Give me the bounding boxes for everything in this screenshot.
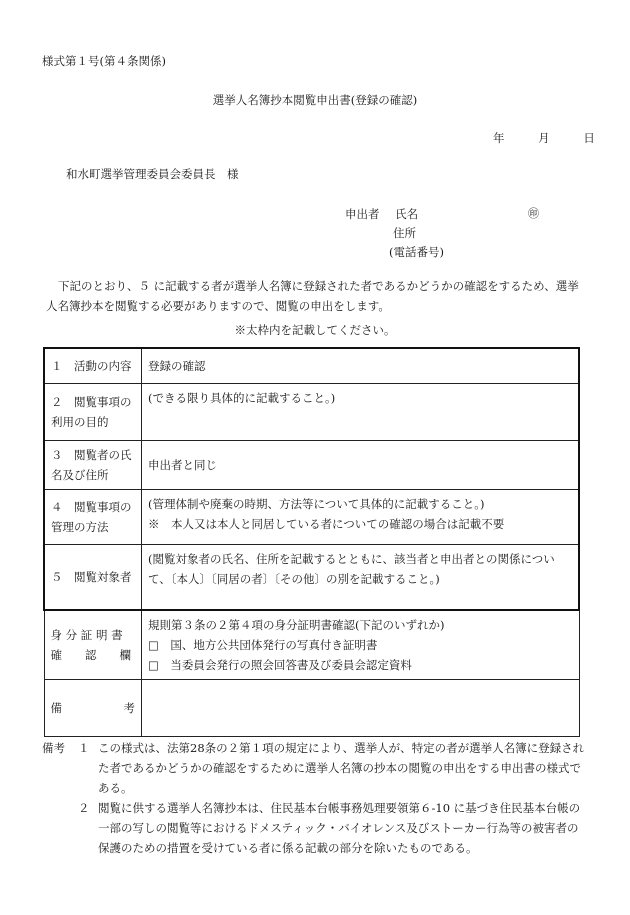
document-title: 選挙人名簿抄本閲覧申出書(登録の確認) — [212, 93, 418, 107]
applicant-phone-label: (電話番号) — [389, 245, 444, 259]
application-form-table — [43, 347, 580, 737]
remarks-row-label-right: 考 — [123, 701, 135, 715]
row2-value[interactable]: (できる限り具体的に記載すること。) — [142, 384, 580, 441]
date-day: 日 — [583, 131, 595, 145]
remarks-row-value[interactable] — [142, 680, 580, 737]
table-row — [44, 384, 579, 441]
id-check-label-line1: 身 分 証 明 書 — [50, 628, 123, 642]
seal-mark: ㊞ — [528, 207, 539, 220]
remark-text: 閲覧に供する選挙人名簿抄本は、住民基本台帳事務処理要領第６-10 に基づき住民基本台帳の一部の写しの閲覧等におけるドメスティック・バイオレンス及びストーカー行為等の被害者の保護のための措置を受けている者に係る記載の部分を除いたものである。 — [98, 801, 581, 855]
date-year: 年 — [493, 131, 505, 145]
row3-label: ３ 閲覧者の氏名及び住所 — [44, 441, 142, 490]
remarks-row-label — [44, 680, 142, 737]
table-row — [44, 680, 579, 737]
form-number: 様式第１号(第４条関係) — [42, 54, 166, 68]
addressee: 和水町選挙管理委員会委員長 様 — [66, 167, 239, 181]
date-month: 月 — [538, 131, 550, 145]
remark-text: この様式は、法第28条の２第１項の規定により、選挙人が、特定の者が選挙人名簿に登録された者であるかどうかの確認をするために選挙人名簿の抄本の閲覧の申出をする申出書の様式である。 — [98, 741, 585, 795]
instruction-note: ※太枠内を記載してください。 — [234, 323, 396, 337]
remark-number: ２ — [78, 801, 90, 815]
intro-paragraph: 下記のとおり、５ に記載する者が選挙人名簿に登録された者であるかどうかの確認をするため、選挙人名簿抄本を閲覧する必要がありますので、閲覧の申出をします。 — [46, 279, 579, 313]
remarks-section — [42, 738, 587, 858]
remarks-row-label-left: 備 — [50, 701, 62, 715]
id-check-label — [44, 610, 142, 680]
row4-value[interactable] — [142, 490, 580, 545]
remark-spacer — [42, 798, 78, 858]
id-check-option-reply-doc[interactable]: □ 当委員会発行の照会回答書及び委員会認定資料 — [148, 658, 412, 672]
row3-value[interactable]: 申出者と同じ — [142, 441, 580, 490]
id-check-value — [142, 610, 580, 680]
applicant-name-label: 氏名 — [395, 207, 419, 221]
table-row — [44, 545, 579, 611]
row4-instruction: (管理体制や廃棄の時期、方法等について具体的に記載すること。) — [148, 497, 485, 511]
row1-label: １ 活動の内容 — [44, 348, 142, 384]
id-check-label-line2: 確 認 欄 — [50, 648, 131, 662]
row4-note: ※ 本人又は本人と同居している者についての確認の場合は記載不要 — [148, 517, 505, 531]
row1-value[interactable]: 登録の確認 — [142, 348, 580, 384]
table-row — [44, 490, 579, 545]
remark-number: １ — [78, 741, 90, 755]
remark-item — [42, 738, 587, 798]
table-row — [44, 610, 579, 680]
applicant-address-label: 住所 — [393, 226, 416, 240]
id-check-header: 規則第３条の２第４項の身分証明書確認(下記のいずれか) — [148, 618, 445, 632]
remark-item — [42, 798, 587, 858]
date-line — [493, 130, 595, 146]
row2-label: ２ 閲覧事項の利用の目的 — [44, 384, 142, 441]
remarks-heading: 備考 — [42, 741, 65, 755]
row4-label: ４ 閲覧事項の管理の方法 — [44, 490, 142, 545]
id-check-option-photo-id[interactable]: □ 国、地方公共団体発行の写真付き証明書 — [148, 638, 378, 652]
table-row — [44, 348, 579, 384]
row5-value[interactable]: (閲覧対象者の氏名、住所を記載するとともに、該当者と申出者との関係について、〔本人〕〔同居の者〕〔その他〕の別を記載すること。) — [142, 545, 580, 611]
table-row — [44, 441, 579, 490]
applicant-block — [345, 205, 444, 262]
row5-label: ５ 閲覧対象者 — [44, 545, 142, 611]
applicant-label: 申出者 — [345, 207, 380, 221]
